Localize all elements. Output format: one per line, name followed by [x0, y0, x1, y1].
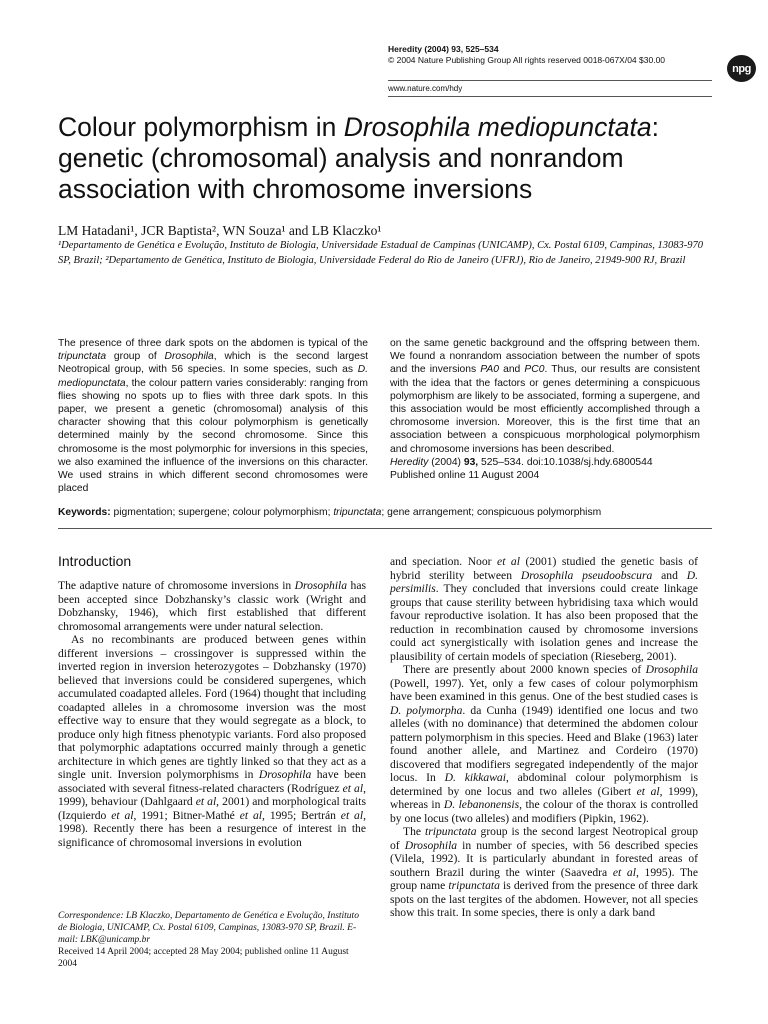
text-run: and [498, 364, 525, 376]
title-colon: : [651, 112, 659, 142]
text-run: , which is the second largest Neotropical group, with 56 species. In some species, such as [58, 351, 368, 376]
italic-run: tripunctata [425, 825, 477, 838]
text-run: (2004) [428, 456, 464, 468]
text-run: . da Cunha (1949) identified one locus and two alleles (with no dominance) that determined the abdomen colour pattern polymorphism in this species. Heed and Blake (1963) later found another allele, and Martinez and Cordeiro (1970) discovered that modifiers segregated independently of the major locus. In [390, 703, 698, 784]
italic-run: et al [612, 865, 636, 879]
italic-run: et al [497, 555, 520, 568]
bold-run: 93, [463, 456, 479, 468]
journal-citation-line: Heredity (2004) 93, 525–534 [388, 44, 499, 54]
text-run: (2001) studied the genetic basis of hybrid sterility between [390, 555, 698, 582]
italic-run: Drosophila [645, 663, 698, 676]
npg-logo-icon: npg [727, 55, 756, 82]
text-run: , 1995; Bertrán [262, 808, 341, 822]
text-run: 525–534. doi:10.1038/sj.hdy.6800544 [478, 456, 653, 468]
text-run: , 1999), behaviour (Dahlgaard [58, 781, 366, 808]
intro-paragraph [390, 555, 698, 663]
text-run: ; gene arrangement; conspicuous polymorphism [381, 507, 602, 518]
italic-run: et al [195, 795, 217, 808]
text-run: The [403, 825, 426, 838]
italic-run: et al [340, 808, 364, 822]
abstract-published: Published online 11 August 2004 [390, 470, 540, 482]
title-line-3: association with chromosome inversions [58, 174, 533, 204]
text-run: , 1998). Recently there has been a resurgence of interest in the significance of chromosomal inversions in evolution [58, 808, 366, 849]
text-run: . They concluded that inversions could create linkage groups that cause sterility between hybridising taxa which would favour reproductive isolation. It has also been proposed that the reduction in recombination caused by chromosome inversions could act synergistically with isolation genes and increase the plausibility of certain models of speciation (Rieseberg, 2001). [390, 582, 698, 663]
intro-left-column [58, 579, 366, 849]
intro-right-column [390, 555, 698, 920]
journal-header [388, 44, 665, 66]
text-run: and [652, 568, 687, 582]
intro-paragraph [58, 579, 366, 633]
text-run: , the colour of the thorax is controlled by one locus (two alleles) and modifiers (Pipkin, 1962). [390, 798, 699, 825]
italic-run: Drosophila [258, 768, 312, 781]
italic-run: tripunctata [333, 507, 382, 518]
affiliations: ¹Departamento de Genética e Evolução, Instituto de Biologia, Universidade Estadual de Campinas (UNICAMP), Cx. Postal 6109, Campinas, 13083-970 SP, Brazil; ²Departamento de Genética, Instituto de Biologia, Universidade Federal do Rio de Janeiro (UFRJ), Rio de Janeiro, 21949-900 RJ, Brazil [58, 240, 704, 266]
abstract-right-column [390, 337, 700, 482]
correspondence-footnote [58, 910, 368, 970]
abstract-left-column [58, 337, 368, 495]
text-run: (Powell, 1997). Yet, only a few cases of colour polymorphism have been examined in this genus. One of the best studied cases is [390, 676, 698, 703]
italic-run: D. polymorpha [390, 703, 463, 717]
abstract-text-left [58, 337, 368, 495]
italic-run: PA0 [480, 364, 499, 376]
text-run: The presence of three dark spots on the abdomen is typical of the [58, 338, 368, 349]
introduction-heading: Introduction [58, 553, 132, 569]
text-run: in number of species, with 56 described species (Vilela, 1992). It is particularly abundant in forested areas of southern Brazil during the winter (Saavedra [390, 838, 698, 879]
text-run: , 2001) and morphological traits (Izquierdo [58, 795, 366, 822]
header-rule-bottom [388, 96, 712, 97]
text-run: , the colour pattern varies considerably: ranging from flies showing no spots up to flies with three dark spots. In this paper, we present a genetic (chromosomal) analysis of this character showing that this colour polymorphism is genetically determined mainly by the second chromosome. Since this chromosome is the most polymorphic for inversions in this species, we also examined the influence of the inversions on this character. We used strains in which different second chromosomes were placed [58, 377, 368, 495]
text-run: has been accepted since Dobzhansky’s classic work (Wright and Dobzhansky, 1946), which first established that different chromosomal arrangements were under natural selection. [58, 579, 366, 633]
text-run: is derived from the presence of three dark spots on the last tergites of the abdomen. However, not all species show this trait. In some species, there is only a dark band [390, 879, 698, 919]
text-run: , 1991; Bitner-Mathé [133, 808, 240, 822]
italic-run: tripunctata [58, 351, 107, 363]
text-run: group is the second largest Neotropical group of [390, 825, 698, 852]
intro-paragraph [58, 633, 366, 849]
journal-url[interactable]: www.nature.com/hdy [388, 84, 463, 93]
text-run: , 1995). The group name [390, 865, 698, 892]
text-run: The adaptive nature of chromosome inversions in [58, 579, 295, 592]
keywords-list [111, 507, 602, 518]
title-species: Drosophila mediopunctata [343, 112, 652, 142]
received-dates: Received 14 April 2004; accepted 28 May 2004; published online 11 August 2004 [58, 947, 349, 969]
article-title [58, 112, 718, 205]
italic-run: D. persimilis [390, 568, 698, 595]
keywords-label: Keywords: [58, 507, 111, 518]
italic-run: et al [239, 808, 263, 822]
text-run: and speciation. Noor [390, 555, 498, 568]
header-rule [388, 80, 712, 81]
text-run: As no recombinants are produced between genes within different inversions – crossingover is suppressed within the inverted region in inversion heterozygotes – Dobzhansky (1970) believed that inversions could be considered supergenes, which accumulated coadapted alleles. Ford (1964) thought that including coadapted alleles in a chromosome inversion was the most effective way to ensure that they would segregate as a block, to produce only high fitness phenotypic variants. Ford also proposed that polymorphic adaptations occurred mainly through a genetic architecture in which genes are tightly linked so that they act as a single unit. Inversion polymorphisms in [58, 633, 366, 781]
text-run: , 1999), whereas in [390, 784, 698, 811]
italic-run: et al [111, 808, 134, 822]
italic-run: Drosophila pseudoobscura [520, 568, 653, 582]
italic-run: Heredity [390, 456, 429, 468]
text-run: have been associated with several fitness-related characters (Rodríguez [58, 768, 366, 795]
intro-paragraph [390, 663, 698, 825]
italic-run: Drosophila [164, 351, 214, 363]
text-run: on the same genetic background and the offspring between them. We found a nonrandom association between the number of spots and the inversions [390, 338, 700, 376]
italic-run: et al [636, 784, 660, 798]
italic-run: Drosophila [294, 579, 348, 592]
title-part: Colour polymorphism in [58, 112, 344, 142]
abstract-text-right [390, 337, 700, 456]
correspondence-text: Correspondence: LB Klaczko, Departamento de Genética e Evolução, Instituto de Biologia, UNICAMP, Cx. Postal 6109, Campinas, 13083-970 SP, Brazil. E-mail: LBK@unicamp.br [58, 911, 359, 945]
italic-run: D. mediopunctata [58, 364, 368, 389]
italic-run: D. lebanonensis [443, 798, 520, 811]
intro-paragraph [390, 825, 698, 920]
italic-run: Drosophila [404, 838, 458, 852]
italic-run: D. kikkawai [444, 771, 506, 784]
title-line-2: genetic (chromosomal) analysis and nonrandom [58, 143, 624, 173]
italic-run: PC0 [524, 364, 545, 376]
section-rule [58, 528, 712, 529]
italic-run: tripunctata [448, 879, 500, 892]
text-run: , abdominal colour polymorphism is determined by one locus and two alleles (Gibert [390, 771, 699, 798]
abstract-citation [390, 456, 700, 469]
italic-run: et al [342, 781, 364, 795]
text-run: There are presently about 2000 known species of [403, 663, 646, 676]
author-list: LM Hatadani¹, JCR Baptista², WN Souza¹ and LB Klaczko¹ [58, 223, 382, 238]
text-run: . Thus, our results are consistent with the idea that the factors or genes determining a conspicuous polymorphism are likely to be associated, forming a supergene, and this association would be most efficiently accomplished through a chromosome inversion. Moreover, this is the first time that an association between a conspicuous morphological polymorphism and chromosome inversions has been described. [390, 364, 701, 455]
text-run: pigmentation; supergene; colour polymorphism; [110, 507, 334, 518]
text-run: group of [106, 351, 165, 363]
keywords [58, 507, 718, 518]
copyright-line: © 2004 Nature Publishing Group All rights reserved 0018-067X/04 $30.00 [388, 55, 666, 65]
